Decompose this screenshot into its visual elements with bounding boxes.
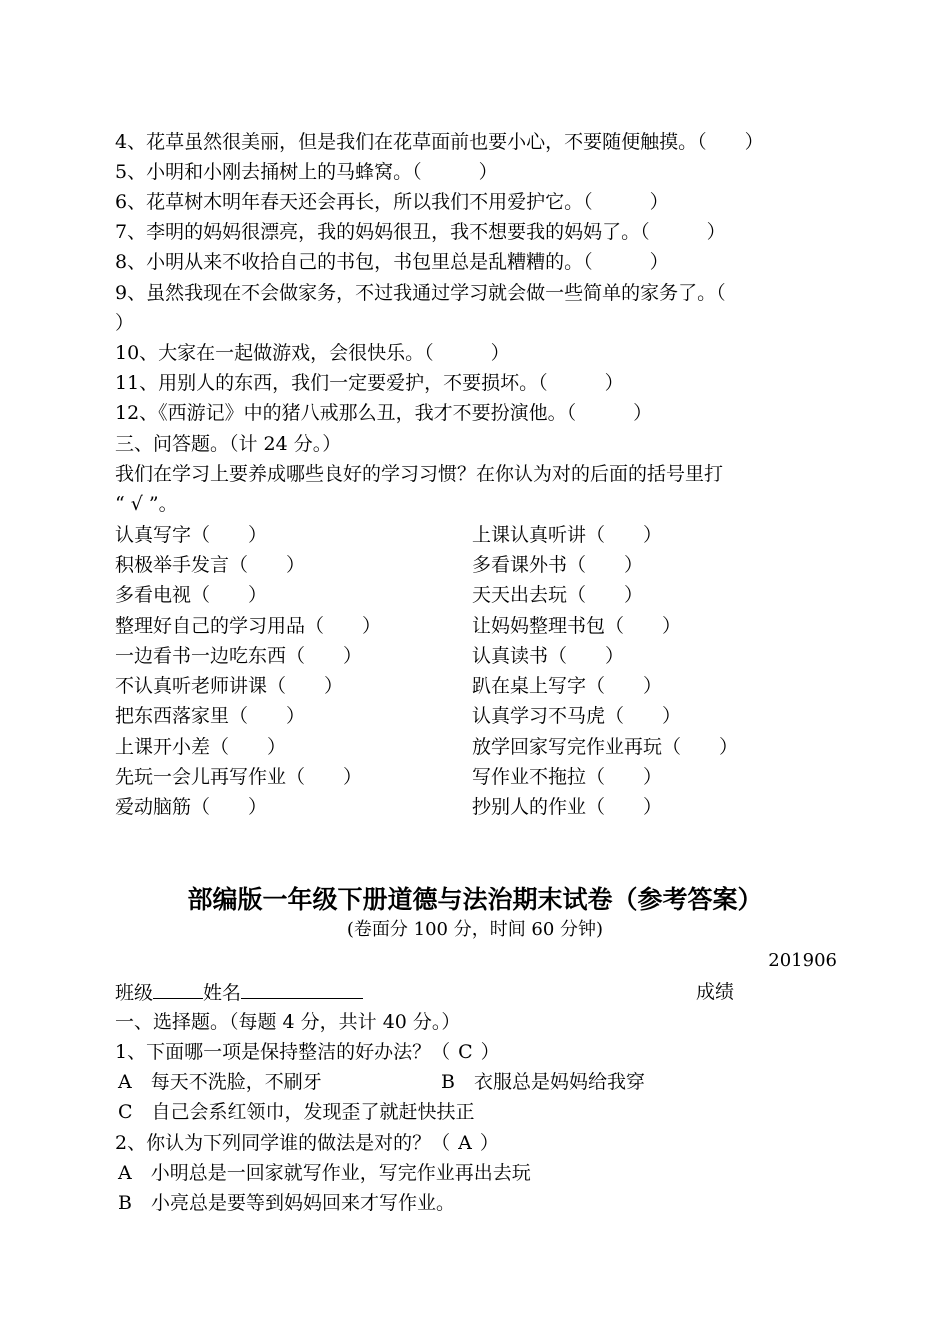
habit-right-2: 多看课外书（ ） (472, 554, 644, 576)
habit-right-10: 抄别人的作业（ ） (472, 796, 663, 818)
habit-left-6: 不认真听老师讲课（ ） (115, 675, 344, 697)
habit-right-3: 天天出去玩（ ） (472, 584, 644, 606)
habit-right-9: 写作业不拖拉（ ） (472, 766, 663, 788)
habit-left-3: 多看电视（ ） (115, 584, 268, 606)
judge-item-4: 4、花草虽然很美丽，但是我们在花草面前也要小心，不要随便触摸。（ ） (115, 131, 764, 153)
judge-item-6: 6、花草树木明年春天还会再长，所以我们不用爱护它。（ ） (115, 191, 669, 213)
judge-item-7: 7、李明的妈妈很漂亮，我的妈妈很丑，我不想要我的妈妈了。（ ） (115, 221, 726, 243)
question-2-close: ） (479, 1132, 499, 1154)
habit-left-7: 把东西落家里（ ） (115, 705, 306, 727)
habit-left-5: 一边看书一边吃东西（ ） (115, 645, 363, 667)
habit-left-8: 上课开小差（ ） (115, 736, 287, 758)
date-code: 201906 (768, 950, 837, 971)
question-1 (115, 1040, 500, 1064)
habit-right-6: 趴在桌上写字（ ） (472, 675, 663, 697)
question-2-answer: A (458, 1132, 472, 1154)
question-1-option-a: A 每天不洗脸，不刷牙 (118, 1071, 322, 1093)
section-3-question-continued: “ √ ”。 (115, 493, 178, 515)
question-2-option-a: A 小明总是一回家就写作业，写完作业再出去玩 (118, 1162, 531, 1184)
habit-right-1: 上课认真听讲（ ） (472, 524, 663, 546)
answer-sheet-title: 部编版一年级下册道德与法治期末试卷（参考答案） (187, 885, 763, 914)
judge-item-9-continued: ） (115, 312, 135, 334)
habit-right-7: 认真学习不马虎（ ） (472, 705, 682, 727)
class-label: 班级 (115, 982, 154, 1004)
question-2-stem: 2、你认为下列同学谁的做法是对的？（ (115, 1132, 451, 1154)
name-label: 姓名 (203, 982, 242, 1004)
habit-left-1: 认真写字（ ） (115, 524, 268, 546)
question-2-option-b: B 小亮总是要等到妈妈回来才写作业。 (118, 1192, 455, 1214)
habit-left-2: 积极举手发言（ ） (115, 554, 306, 576)
answer-sheet-subtitle: (卷面分 100 分，时间 60 分钟) (346, 919, 604, 940)
judge-item-11: 11、用别人的东西，我们一定要爱护，不要损坏。（ ） (115, 372, 624, 394)
habit-right-8: 放学回家写完作业再玩（ ） (472, 736, 739, 758)
judge-item-10: 10、大家在一起做游戏，会很快乐。（ ） (115, 342, 510, 364)
section-1-heading: 一、选择题。（每题 4 分，共计 40 分。） (115, 1011, 461, 1033)
class-blank (153, 980, 203, 999)
judge-item-5: 5、小明和小刚去捅树上的马蜂窝。（ ） (115, 161, 498, 183)
habit-left-10: 爱动脑筋（ ） (115, 796, 268, 818)
question-1-option-b: B 衣服总是妈妈给我穿 (441, 1071, 645, 1093)
question-2 (115, 1131, 499, 1155)
section-3-question: 我们在学习上要养成哪些良好的学习习惯？在你认为对的后面的括号里打 (115, 463, 724, 485)
student-info-row (115, 980, 363, 1005)
judge-item-8: 8、小明从来不收拾自己的书包，书包里总是乱糟糟的。（ ） (115, 251, 669, 273)
habit-right-5: 认真读书（ ） (472, 645, 625, 667)
section-3-heading: 三、问答题。（计 24 分。） (115, 433, 342, 455)
name-blank (241, 980, 363, 999)
judge-item-9: 9、虽然我现在不会做家务，不过我通过学习就会做一些简单的家务了。（ (115, 282, 726, 304)
question-1-option-c: C 自己会系红领巾，发现歪了就赶快扶正 (118, 1101, 475, 1123)
question-1-answer: C (458, 1041, 473, 1063)
question-1-stem: 1、下面哪一项是保持整洁的好办法？（ (115, 1041, 451, 1063)
habit-left-9: 先玩一会儿再写作业（ ） (115, 766, 363, 788)
judge-item-12: 12、《西游记》中的猪八戒那么丑，我才不要扮演他。（ ） (115, 402, 653, 424)
habit-right-4: 让妈妈整理书包（ ） (472, 615, 682, 637)
habit-left-4: 整理好自己的学习用品（ ） (115, 615, 382, 637)
score-label: 成绩 (696, 981, 735, 1003)
question-1-close: ） (480, 1041, 500, 1063)
